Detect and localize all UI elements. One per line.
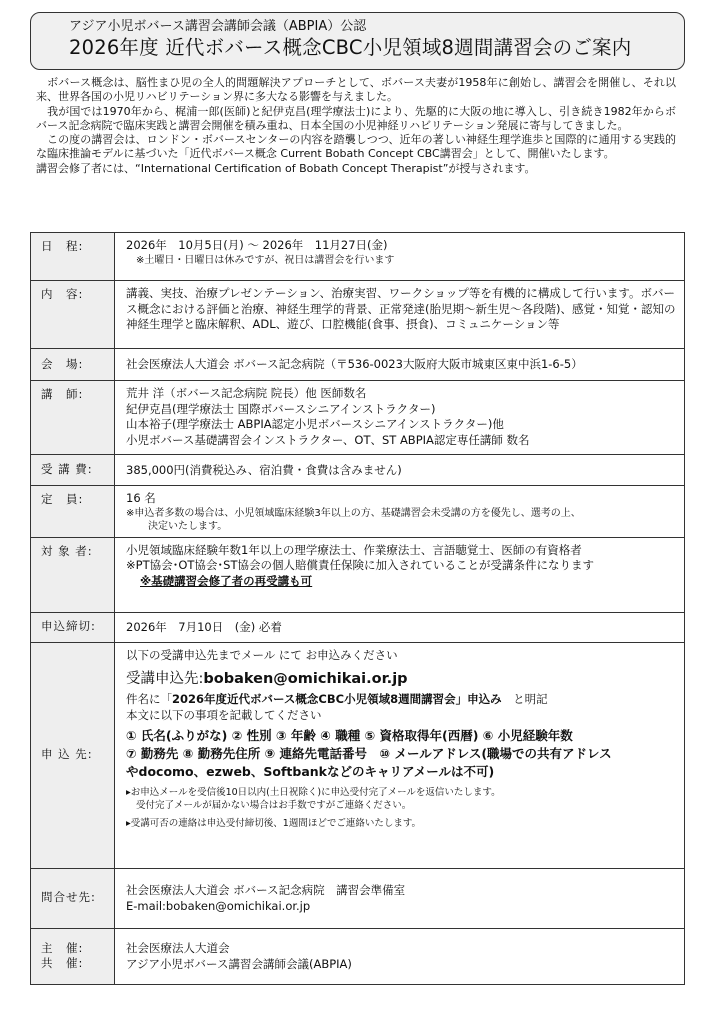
row-capacity [31,486,685,538]
organizer-label-1: 主 催: [41,940,84,955]
organizer-line-2: アジア小児ボバース講習会講師会議(ABPIA) [126,956,352,971]
organizer-content [115,928,685,984]
intro-paragraph-1: ボバース概念は、脳性まひ児の全人的問題解決アプローチとして、ボバース夫妻が1958年に創始し、講習会を開催し、それ以来、世界各国の小児リハビリテーション界に多大なる影響を与えました。 [36,76,676,104]
page-title: 2026年度 近代ボバース概念CBC小児領域8週間講習会のご案内 [69,36,632,59]
row-application [31,642,685,868]
deadline-label: 申込締切: [31,612,115,642]
target-line-3: ※基礎講習会修了者の再受講も可 [140,573,313,588]
organizer-label-2: 共 催: [41,956,84,970]
row-inquiry [31,868,685,928]
instructor-line: 荒井 洋（ボバース記念病院 院長）他 医師数名 [126,386,367,400]
instructor-line: 山本裕子(理学療法士 ABPIA認定小児ボバースシニアインストラクター)他 [126,417,504,431]
items-line-3: やdocomo、ezweb、Softbankなどのキャリアメールは不可) [126,764,495,779]
capacity-text: 16 名 [126,491,156,505]
venue-label: 会 場: [31,349,115,381]
header-box [30,12,685,70]
capacity-label: 定 員: [31,486,115,538]
info-table [30,232,685,985]
fee-label: 受 講 費: [31,455,115,486]
intro-paragraph-3: この度の講習会は、ロンドン・ボバースセンターの内容を踏襲しつつ、近年の著しい神経生理学進歩と国際的に通用する実践的な臨床推論モデルに基づいた「近代ボバース概念 Current Bobath Concept CBC講習会」として、開催いたします。 [36,133,676,161]
subject-prefix: 件名に「 [126,692,172,706]
application-email-link[interactable]: bobaken@omichikai.or.jp [203,671,408,687]
venue-text: 社会医療法人大道会 ボバース記念病院（〒536-0023大阪府大阪市城東区東中浜1-6-5） [115,349,685,381]
row-schedule [31,233,685,281]
target-line-1: 小児領域臨床経験年数1年以上の理学療法士、作業療法士、言語聴覚士、医師の有資格者 [126,542,582,557]
organizer-line-1: 社会医療法人大道会 [126,941,230,955]
schedule-dates: 2026年 10月5日(月) ～ 2026年 11月27日(金) [126,238,388,252]
schedule-label: 日 程: [31,233,115,281]
row-fee [31,455,685,486]
organizer-labels [31,928,115,984]
reply-note-1: ▸お申込メールを受信後10日以内(土日祝除く)に申込受付完了メールを返信いたします。 [126,787,501,798]
intro-paragraph-4: 講習会修了者には、“International Certification of Bobath Concept Therapist”が授与されます。 [36,161,536,175]
application-subject [126,692,676,708]
subject-bold: 2026年度近代ボバース概念CBC小児領域8週間講習会」申込み [172,692,502,706]
items-line-1: ① 氏名(ふりがな) ② 性別 ③ 年齢 ④ 職種 ⑤ 資格取得年(西暦) ⑥ 小児経験年数 [126,728,573,743]
instructor-line: 紀伊克昌(理学療法士 国際ボバースシニアインストラクター) [126,401,436,416]
inquiry-label: 問合せ先: [31,868,115,928]
target-label: 対 象 者: [31,537,115,612]
instructors-label: 講 師: [31,381,115,455]
inquiry-line-1: 社会医療法人大道会 ボバース記念病院 講習会準備室 [126,883,406,897]
application-items [126,727,676,781]
intro-text [36,76,676,176]
application-label: 申 込 先: [31,642,115,868]
fee-text: 385,000円(消費税込み、宿泊費・食費は含みません) [115,455,685,486]
inquiry-email[interactable]: E-mail:bobaken@omichikai.or.jp [126,898,311,913]
capacity-note: ※申込者多数の場合は、小児領域臨床経験3年以上の方、基礎講習会未受講の方を優先し、選考の上、 [126,507,581,519]
row-deadline [31,612,685,642]
header-subtitle: アジア小児ボバース講習会講師会議（ABPIA）公認 [69,19,367,34]
row-instructors [31,381,685,455]
intro-paragraph-2: 我が国では1970年から、梶浦一郎(医師)と紀伊克昌(理学療法士)により、先駆的に大阪の地に導入し、引き続き1982年からボバース記念病院で臨床実践と講習会開催を積み重ね、日本全国の小児神経リハビリテーション発展に寄与してきました。 [36,104,676,132]
row-target [31,537,685,612]
capacity-content [115,486,685,538]
row-organizer [31,928,685,984]
application-email-line [126,669,676,689]
content-text: 講義、実技、治療プレゼンテーション、治療実習、ワークショップ等を有機的に構成して行います。ボバース概念における評価と治療、神経生理学的背景、正常発達(胎児期～新生児～各段階)、感覚・知覚・認知の神経生理学と臨床解釈、ADL、遊び、口腔機能(食事、摂食)、コミュニケーション等 [115,281,685,349]
content-label: 内 容: [31,281,115,349]
application-intro: 以下の受講申込先までメール にて お申込みください [126,647,398,662]
row-content [31,281,685,349]
target-content [115,537,685,612]
application-content [115,642,685,868]
email-prefix: 受講申込先: [126,671,204,687]
schedule-note: ※土曜日・日曜日は休みですが、祝日は講習会を行います [136,254,395,266]
row-venue [31,349,685,381]
subject-suffix: と明記 [501,692,548,706]
application-body-note: 本文に以下の事項を記載してください [126,707,322,722]
reply-note-2: 受付完了メールが届かない場合はお手数ですがご連絡ください。 [136,800,412,811]
schedule-content [115,233,685,281]
instructor-line: 小児ボバース基礎講習会インストラクター、OT、ST ABPIA認定専任講師 数名 [126,432,530,447]
items-line-2: ⑦ 勤務先 ⑧ 勤務先住所 ⑨ 連絡先電話番号 ⑩ メールアドレス(職場での共有アドレス [126,746,612,761]
instructors-content [115,381,685,455]
capacity-note-2: 決定いたします。 [148,520,228,532]
target-line-2: ※PT協会･OT協会･ST協会の個人賠償責任保険に加入されていることが受講条件になります [126,558,594,572]
reply-note-3: ▸受講可否の連絡は申込受付締切後、1週間ほどでご連絡いたします。 [126,818,422,829]
inquiry-content [115,868,685,928]
deadline-text: 2026年 7月10日 (金) 必着 [115,612,685,642]
